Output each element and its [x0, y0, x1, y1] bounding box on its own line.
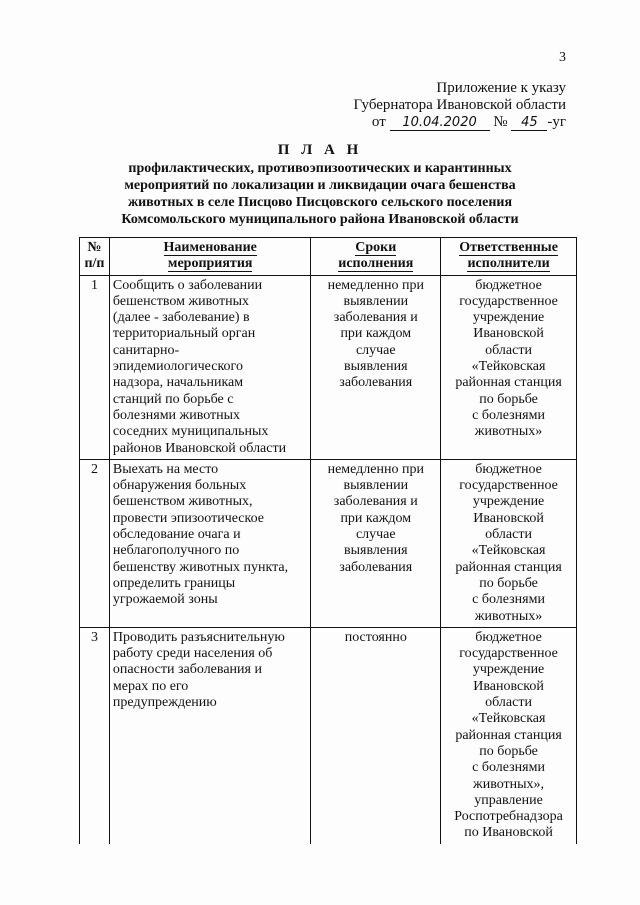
header-responsible: Ответственные исполнители	[441, 238, 577, 276]
table-row	[80, 459, 577, 627]
document-title: П Л А Н	[277, 142, 363, 158]
appendix-line-1: Приложение к указу	[436, 80, 566, 96]
page-number: 3	[559, 50, 566, 65]
appendix-line-3	[306, 114, 566, 131]
row-num: 3	[80, 627, 110, 843]
row-responsible: бюджетное государственное учреждение Ивановской области «Тейковская районная станция по борьбе с болезнями животных», управление Роспотребнадзора по Ивановской	[441, 627, 577, 843]
header-num: № п/п	[80, 238, 110, 276]
plan-table	[79, 237, 577, 844]
table-row	[80, 275, 577, 459]
number-label: №	[493, 114, 508, 130]
header-name: Наименование мероприятия	[109, 238, 311, 276]
row-name: Проводить разъяснительную работу среди населения об опасности заболевания и мерах по его предупреждению	[109, 627, 311, 843]
row-responsible: бюджетное государственное учреждение Ивановской области «Тейковская районная станция по борьбе с болезнями животных»	[441, 459, 577, 627]
row-terms: немедленно при выявлении заболевания и при каждом случае выявления заболевания	[311, 275, 441, 459]
header-terms: Сроки исполнения	[311, 238, 441, 276]
row-name: Сообщить о заболевании бешенством животных (далее - заболевание) в территориальный орган санитарно- эпидемиологического надзора, начальникам станций по борьбе с болезнями животных соседних муниципальных районов Ивановской области	[109, 275, 311, 459]
decree-number: 45	[511, 116, 547, 131]
row-num: 1	[80, 275, 110, 459]
row-terms: немедленно при выявлении заболевания и при каждом случае выявления заболевания	[311, 459, 441, 627]
table-header-row	[80, 238, 577, 276]
from-label: от	[371, 114, 386, 130]
decree-suffix: -уг	[547, 114, 566, 130]
row-name: Выехать на место обнаружения больных бешенством животных, провести эпизоотическое обследование очага и неблагополучного по бешенству животных пункта, определить границы угрожаемой зоны	[109, 459, 311, 627]
row-responsible: бюджетное государственное учреждение Ивановской области «Тейковская районная станция по борьбе с болезнями животных»	[441, 275, 577, 459]
document-subtitle: профилактических, противоэпизоотических и карантинных мероприятий по локализации и ликвидации очага бешенства животных в селе Писцово Писцовского сельского поселения Комсомольского муниципального района Ивановской области	[121, 161, 519, 227]
decree-date: 10.04.2020	[390, 116, 490, 131]
row-terms: постоянно	[311, 627, 441, 843]
appendix-line-2: Губернатора Ивановской области	[353, 97, 566, 113]
appendix-header	[306, 80, 566, 131]
row-num: 2	[80, 459, 110, 627]
table-row	[80, 627, 577, 843]
